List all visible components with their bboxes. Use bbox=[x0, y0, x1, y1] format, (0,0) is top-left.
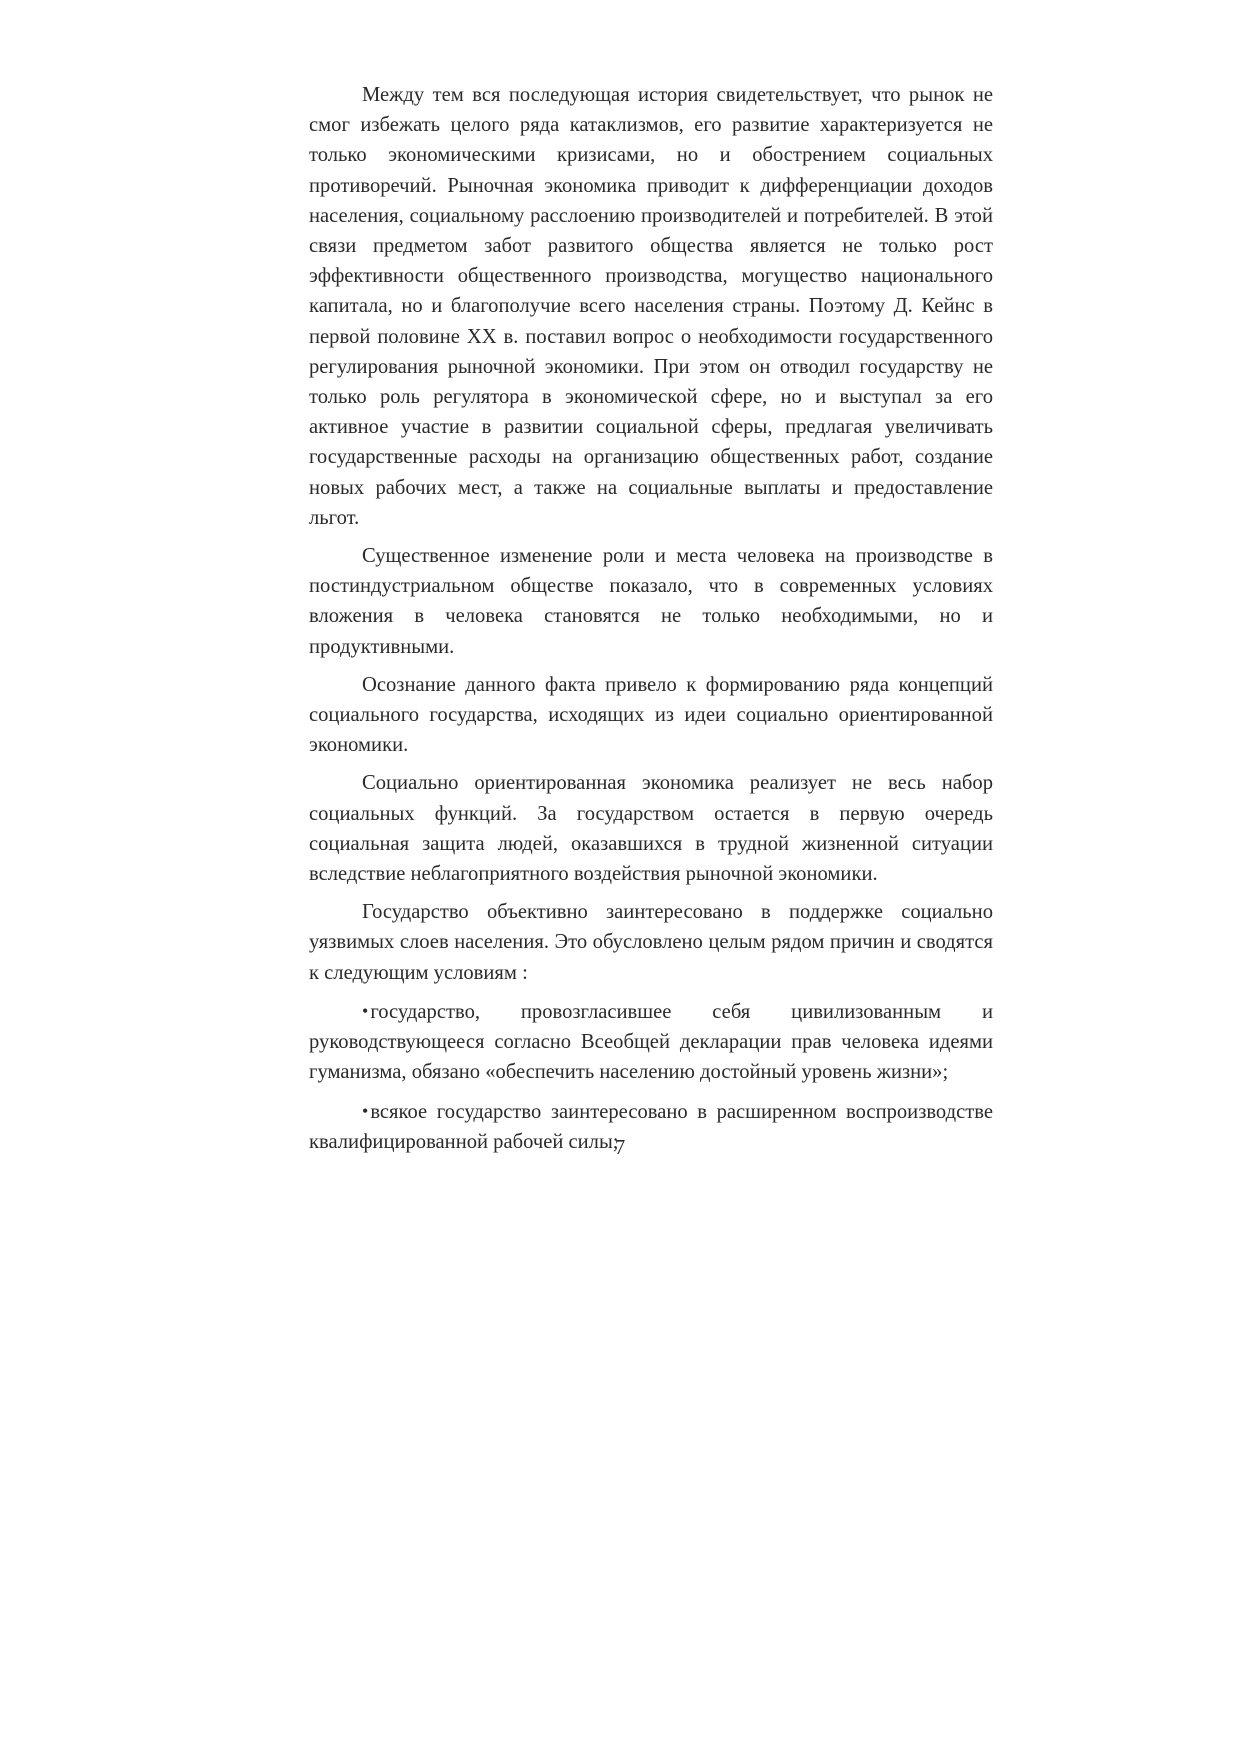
paragraph-social-economy: Социально ориентированная экономика реализует не весь набор социальных функций. За государством остается в первую очередь социальная защита людей, оказавшихся в трудной жизненной ситуации вследствие неблагоприятного воздействия рыночной экономики. bbox=[309, 772, 993, 886]
list-item bbox=[309, 996, 993, 1088]
paragraph-social-state-concepts: Осознание данного факта привело к формированию ряда концепций социального государства, исходящих из идеи социально ориентированной экономики. bbox=[309, 673, 993, 757]
document-body bbox=[309, 80, 993, 1165]
paragraph-state-interest: Государство объективно заинтересовано в поддержке социально уязвимых слоев населения. Это обусловлено целым рядом причин и сводятся к следующим условиям : bbox=[309, 901, 993, 984]
bullet-icon: • bbox=[362, 1000, 369, 1021]
list-item-text: государство, провозгласившее себя цивилизованным и руководствующееся согласно Всеобщей декларации прав человека идеями гуманизма, обязано «обеспечить населению достойный уровень жизни»; bbox=[309, 1000, 993, 1084]
bullet-icon: • bbox=[362, 1100, 369, 1121]
paragraph-market-history: Между тем вся последующая история свидетельствует, что рынок не смог избежать целого ряда катаклизмов, его развитие характеризуется не только экономическими кризисами, но и обострением социальных противоречий. Рыночная экономика приводит к дифференциации доходов населения, социальному расслоению производителей и потребителей. В этой связи предметом забот развитого общества является не только рост эффективности общественного производства, могущество национального капитала, но и благополучие всего населения страны. Поэтому Д. Кейнс в первой половине XX в. поставил вопрос о необходимости государственного регулирования рыночной экономики. При этом он отводил государству не только роль регулятора в экономической сфере, но и выступал за его активное участие в развитии социальной сферы, предлагая увеличивать государственные расходы на организацию общественных работ, создание новых рабочих мест, а также на социальные выплаты и предоставление льгот. bbox=[309, 84, 993, 529]
page-number: 7 bbox=[614, 1137, 626, 1159]
list-item-text: всякое государство заинтересовано в расширенном воспроизводстве квалифицированной рабочей силы; bbox=[309, 1100, 993, 1153]
paragraph-human-role: Существенное изменение роли и места человека на производстве в постиндустриальном обществе показало, что в современных условиях вложения в человека становятся не только необходимыми, но и продуктивными. bbox=[309, 545, 993, 658]
